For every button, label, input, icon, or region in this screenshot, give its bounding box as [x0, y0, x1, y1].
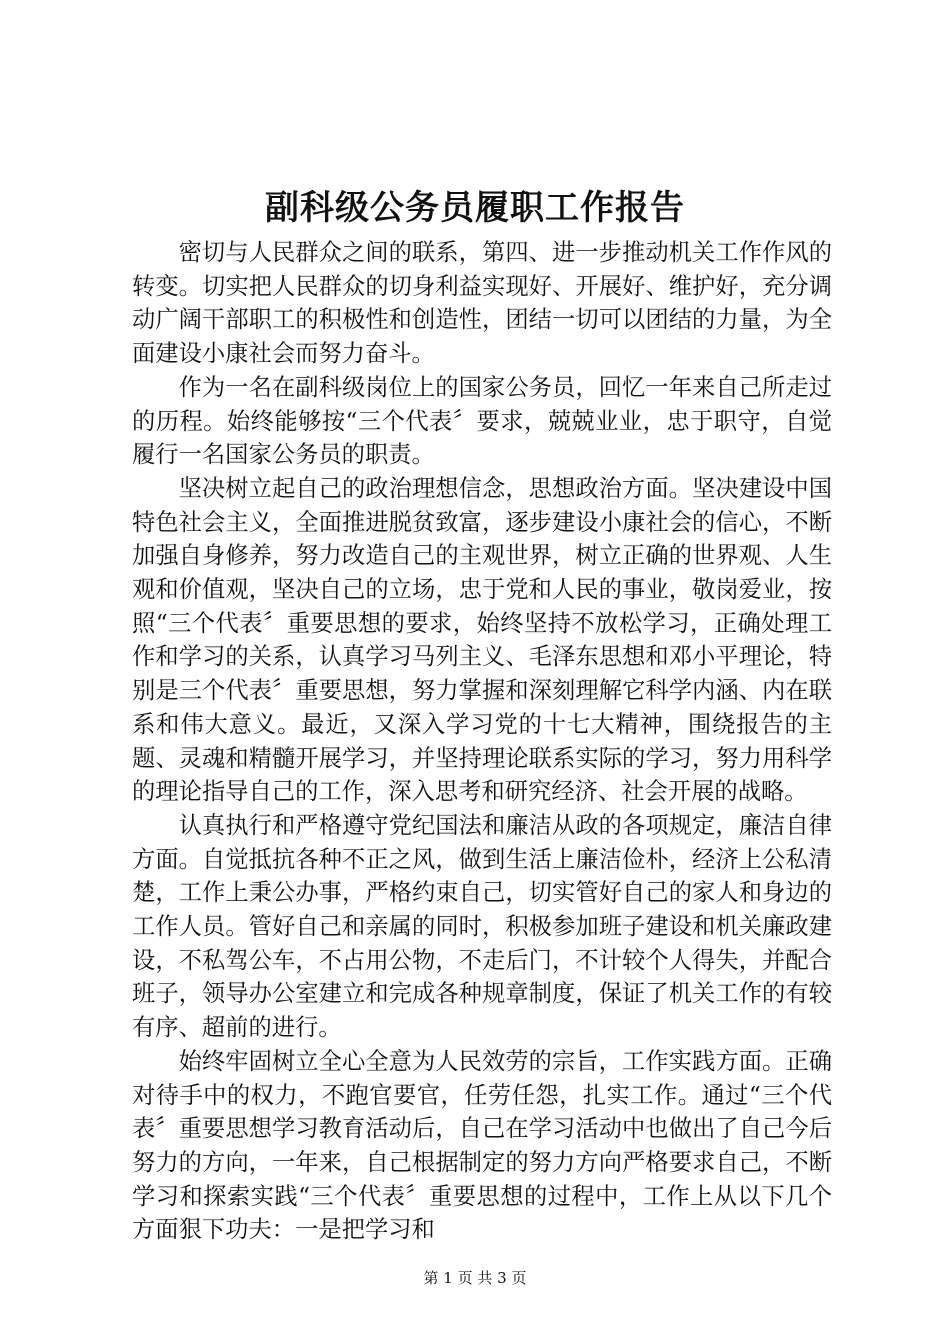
paragraph-3: 坚决树立起自己的政治理想信念，思想政治方面。坚决建设中国特色社会主义，全面推进脱贫致富，逐步建设小康社会的信心，不断加强自身修养，努力改造自己的主观世界，树立正确的世界观、人生观和价值观，坚决自己的立场，忠于党和人民的事业，敬岗爱业，按照“三个代表〞重要思想的要求，始终坚持不放松学习，正确处理工作和学习的关系，认真学习马列主义、毛泽东思想和邓小平理论，特别是三个代表〞重要思想，努力掌握和深刻理解它科学内涵、内在联系和伟大意义。最近，又深入学习党的十七大精神，围绕报告的主题、灵魂和精髓开展学习，并坚持理论联系实际的学习，努力用科学的理论指导自己的工作，深入思考和研究经济、社会开展的战略。 [132, 474, 832, 806]
paragraph-2: 作为一名在副科级岗位上的国家公务员，回忆一年来自己所走过的历程。始终能够按“三个代表〞要求，兢兢业业，忠于职守，自觉履行一名国家公务员的职责。 [132, 373, 832, 469]
page-footer: 第 1 页 共 3 页 [423, 1269, 527, 1287]
paragraph-4: 认真执行和严格遵守党纪国法和廉洁从政的各项规定，廉洁自律方面。自觉抵抗各种不正之风，做到生活上廉洁俭朴，经济上公私清楚，工作上秉公办事，严格约束自己，切实管好自己的家人和身边的工作人员。管好自己和亲属的同时，积极参加班子建设和机关廉政建设，不私驾公车，不占用公物，不走后门，不计较个人得失，并配合班子，领导办公室建立和完成各种规章制度，保证了机关工作的有较有序、超前的进行。 [132, 811, 832, 1042]
document-title: 副科级公务员履职工作报告 [265, 188, 685, 228]
document-body [132, 236, 832, 1247]
paragraph-5: 始终牢固树立全心全意为人民效劳的宗旨，工作实践方面。正确对待手中的权力，不跑官要官，任劳任怨，扎实工作。通过“三个代表〞重要思想学习教育活动后，自己在学习活动中也做出了自己今后努力的方向，一年来，自己根据制定的努力方向严格要求自己，不断学习和探索实践“三个代表〞重要思想的过程中，工作上从以下几个方面狠下功夫：一是把学习和 [132, 1047, 832, 1244]
paragraph-1: 密切与人民群众之间的联系，第四、进一步推动机关工作作风的转变。切实把人民群众的切身利益实现好、开展好、维护好，充分调动广阔干部职工的积极性和创造性，团结一切可以团结的力量，为全面建设小康社会而努力奋斗。 [132, 239, 832, 368]
